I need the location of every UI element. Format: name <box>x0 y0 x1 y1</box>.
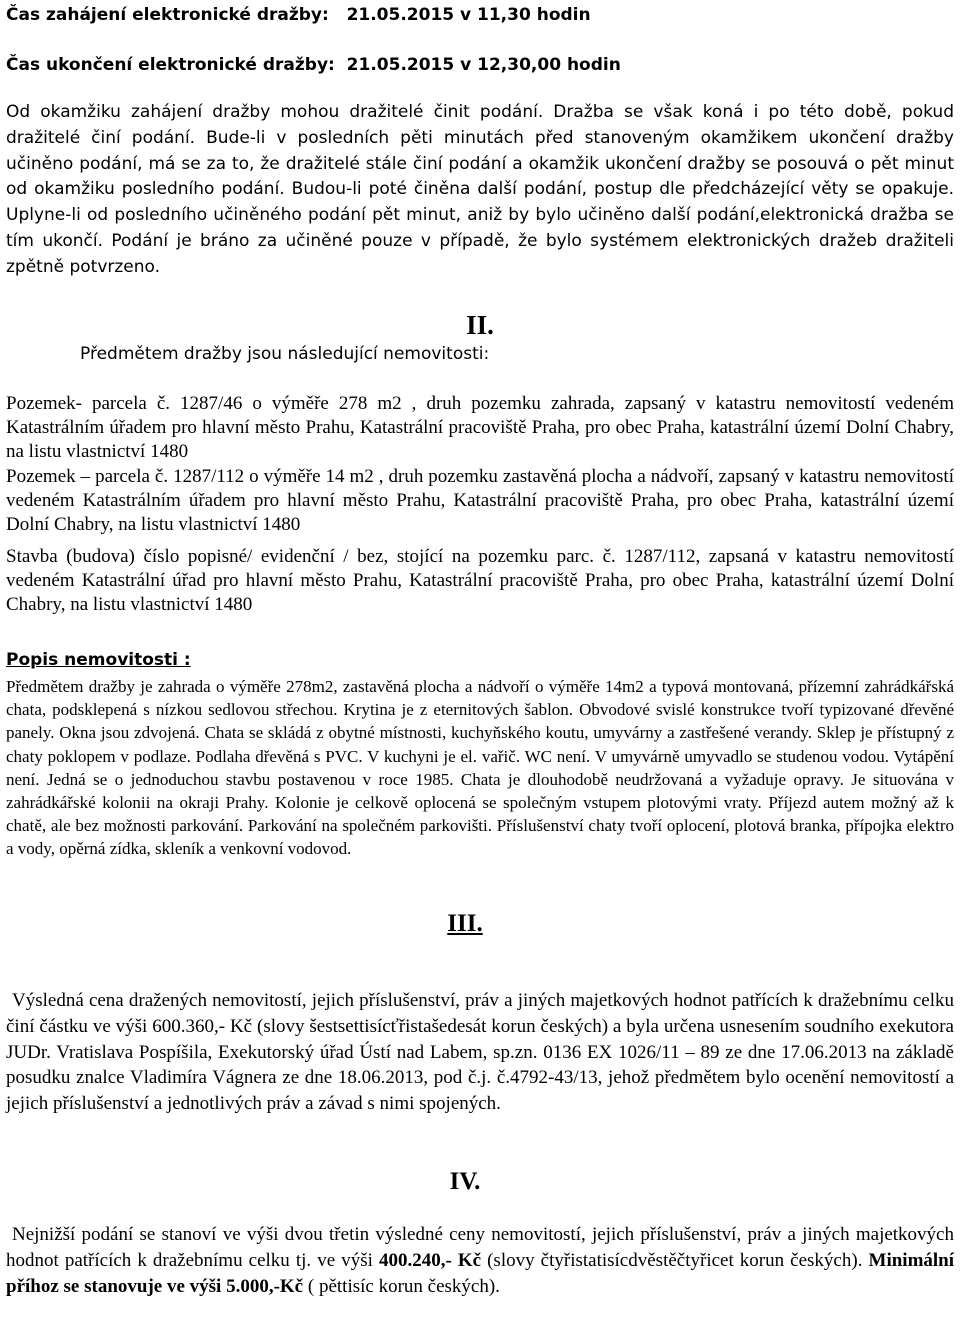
description-paragraph: Předmětem dražby je zahrada o výměře 278m2, zastavěná plocha a nádvoří o výměře 14m2 a typová montovaná, přízemní zahrádkářská chata, podsklepená s nízkou sedlovou střechou. Krytina je z eternitových šablon. Obvodové svislé konstrukce tvoří typizované dřevěné panely. Okna jsou zdvojená. Chata se skládá z obytné místnosti, kuchyňského koutu, umyvárny a zastřešené verandy. Sklep je přístupný z chaty poklopem v podlaze. Podlaha dřevěná s PVC. V kuchyni je el. vařič. WC není. V umyvárně umyvadlo se studenou vodou. Vytápění není. Jedná se o jednoduchou stavbu postavenou v roce 1985. Chata je dlouhodobě neudržovaná a vyžaduje opravy. Je situována v zahrádkářské kolonii na okraji Prahy. Kolonie je celkově oplocená se společným vstupem plotovými vraty. Příjezd autem možný až k chatě, ale bez možnosti parkování. Parkování na společném parkovišti. Příslušenství chaty tvoří oplocení, plotová branka, přípojka elektro a vody, opěrná zídka, skleník a venkovní vodovod. <box>6 677 954 859</box>
auction-end-label: Čas ukončení elektronické dražby: <box>6 55 335 75</box>
section-iii-heading: III. <box>447 910 483 937</box>
section-iv-text-c: ( pěttisíc korun českých). <box>307 1275 500 1297</box>
minimum-increment: Minimální příhoz se stanovuje ve výši 5.000,-Kč <box>6 1249 955 1297</box>
description-heading: Popis nemovitosti : <box>6 650 191 670</box>
section-ii-heading: II. <box>466 310 494 340</box>
section-iv-text-b: (slovy čtyřistatisícdvěstěčtyřicet korun českých). <box>487 1249 863 1271</box>
section-iv-paragraph <box>6 1222 954 1299</box>
minimum-bid-amount: 400.240,- Kč <box>378 1249 482 1271</box>
auction-rules-paragraph: Od okamžiku zahájení dražby mohou dražitelé činit podání. Dražba se však koná i po této době, pokud dražitelé činí podání. Bude-li v posledních pěti minutách před stanoveným okamžikem ukončení dražby učiněno podání, má se za to, že dražitelé stále činí podání a okamžik ukončení dražby se posouvá o pět minut od okamžiku posledního podání. Budou-li poté činěna další podání, postup dle předcházející věty se opakuje. Uplyne-li od posledního učiněného podání pět minut, aniž by bylo učiněno další podání,elektronická dražba se tím ukončí. Podání je bráno za učiněné pouze v případě, že bylo systémem elektronických dražeb dražiteli zpětně potvrzeno. <box>6 102 954 277</box>
section-iv-text-a: Nejnižší podání se stanoví ve výši dvou třetin výsledné ceny nemovitostí, jejich příslušenství, práv a jiných majetkových hodnot patřících k dražebnímu celku tj. ve výši <box>6 1224 954 1271</box>
section-ii-subheading: Předmětem dražby jsou následující nemovitosti: <box>80 344 490 364</box>
section-iv-heading: IV. <box>449 1168 481 1195</box>
auction-start-line <box>6 5 591 25</box>
auction-end-value: 21.05.2015 v 12,30,00 hodin <box>346 55 621 75</box>
property-item-2: Pozemek – parcela č. 1287/112 o výměře 14 m2 , druh pozemku zastavěná plocha a nádvoří, zapsaný v katastru nemovitostí vedeném Katastrálním úřadem pro hlavní město Prahu, Katastrální pracoviště Praha, pro obec Praha, katastrální území Dolní Chabry, na listu vlastnictví 1480 <box>6 466 954 535</box>
auction-start-label: Čas zahájení elektronické dražby: <box>6 5 329 25</box>
section-iii-paragraph: Výsledná cena dražených nemovitostí, jejich příslušenství, práv a jiných majetkových hodnot patřících k dražebnímu celku činí částku ve výši 600.360,- Kč (slovy šestsettisícťřistašedesát korun českých) a byla určena usnesením soudního exekutora JUDr. Vratislava Pospíšila, Exekutorský úřad Ústí nad Labem, sp.zn. 0136 EX 1026/11 – 89 ze dne 17.06.2013 na základě posudku znalce Vladimíra Vágnera ze dne 18.06.2013, pod č.j. č.4792-43/13, jehož předmětem bylo ocenění nemovitostí a jejich příslušenství a jednotlivých práv a závad s nimi spojených. <box>6 990 954 1115</box>
property-item-1: Pozemek- parcela č. 1287/46 o výměře 278 m2 , druh pozemku zahrada, zapsaný v katastru nemovitostí vedeném Katastrálním úřadem pro hlavní město Prahu, Katastrální pracoviště Praha, pro obec Praha, katastrální území Dolní Chabry, na listu vlastnictví 1480 <box>6 393 954 462</box>
auction-start-value: 21.05.2015 v 11,30 hodin <box>346 5 591 25</box>
property-item-3: Stavba (budova) číslo popisné/ evidenční / bez, stojící na pozemku parc. č. 1287/112, zapsaná v katastru nemovitostí vedeném Katastrální úřad pro hlavní město Prahu, Katastrální pracoviště Praha, pro obec Praha, katastrální území Dolní Chabry, na listu vlastnictví 1480 <box>6 546 954 615</box>
auction-end-line <box>6 55 621 75</box>
